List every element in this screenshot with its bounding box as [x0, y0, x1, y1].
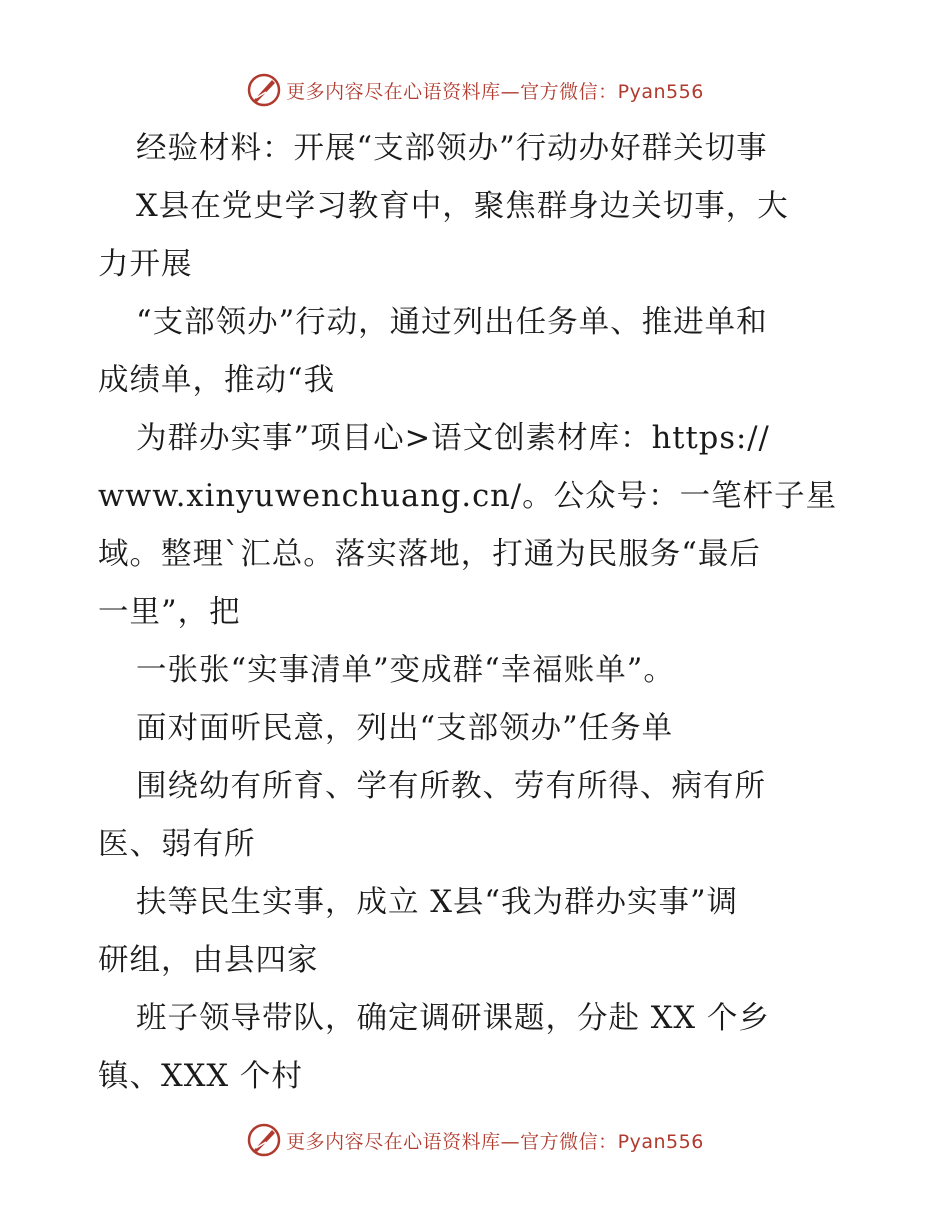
text-line: 面对面听民意，列出“支部领办”任务单: [136, 711, 674, 746]
text-line: 镇、XXX 个村: [98, 1059, 303, 1094]
text-line: 研组，由县四家: [98, 943, 319, 978]
document-body: [98, 120, 868, 1106]
footer-banner: [0, 1120, 950, 1160]
banner-text: 更多内容尽在心语资料库—官方微信：Pyan556: [286, 80, 704, 103]
text-line: X县在党史学习教育中，聚焦群身边关切事，大: [136, 189, 789, 224]
header-banner: [0, 70, 950, 110]
banner-text: 更多内容尽在心语资料库—官方微信：Pyan556: [286, 1130, 704, 1153]
text-line: 为群办实事”项目心>语文创素材库：https://: [136, 421, 770, 456]
text-line: 一里”，把: [98, 595, 241, 630]
text-line: 扶等民生实事，成立 X县“我为群办实事”调: [136, 885, 739, 920]
text-line: 班子领导带队，确定调研课题，分赴 XX 个乡: [136, 1001, 770, 1036]
text-line: www.xinyuwenchuang.cn/。公众号：一笔杆子星: [98, 479, 838, 514]
text-line: 成绩单，推动“我: [98, 363, 336, 398]
text-line: 经验材料：开展“支部领办”行动办好群关切事: [136, 131, 768, 166]
text-line: 一张张“实事清单”变成群“幸福账单”。: [136, 653, 675, 688]
text-line: 力开展: [98, 247, 193, 282]
text-line: 域。整理`汇总。落实落地，打通为民服务“最后: [98, 537, 761, 572]
quill-logo-icon: [246, 72, 282, 108]
text-line: 医、弱有所: [98, 827, 256, 862]
text-line: 围绕幼有所育、学有所教、劳有所得、病有所: [136, 769, 766, 804]
text-line: “支部领办”行动，通过列出任务单、推进单和: [136, 305, 768, 340]
quill-logo-icon: [246, 1122, 282, 1158]
